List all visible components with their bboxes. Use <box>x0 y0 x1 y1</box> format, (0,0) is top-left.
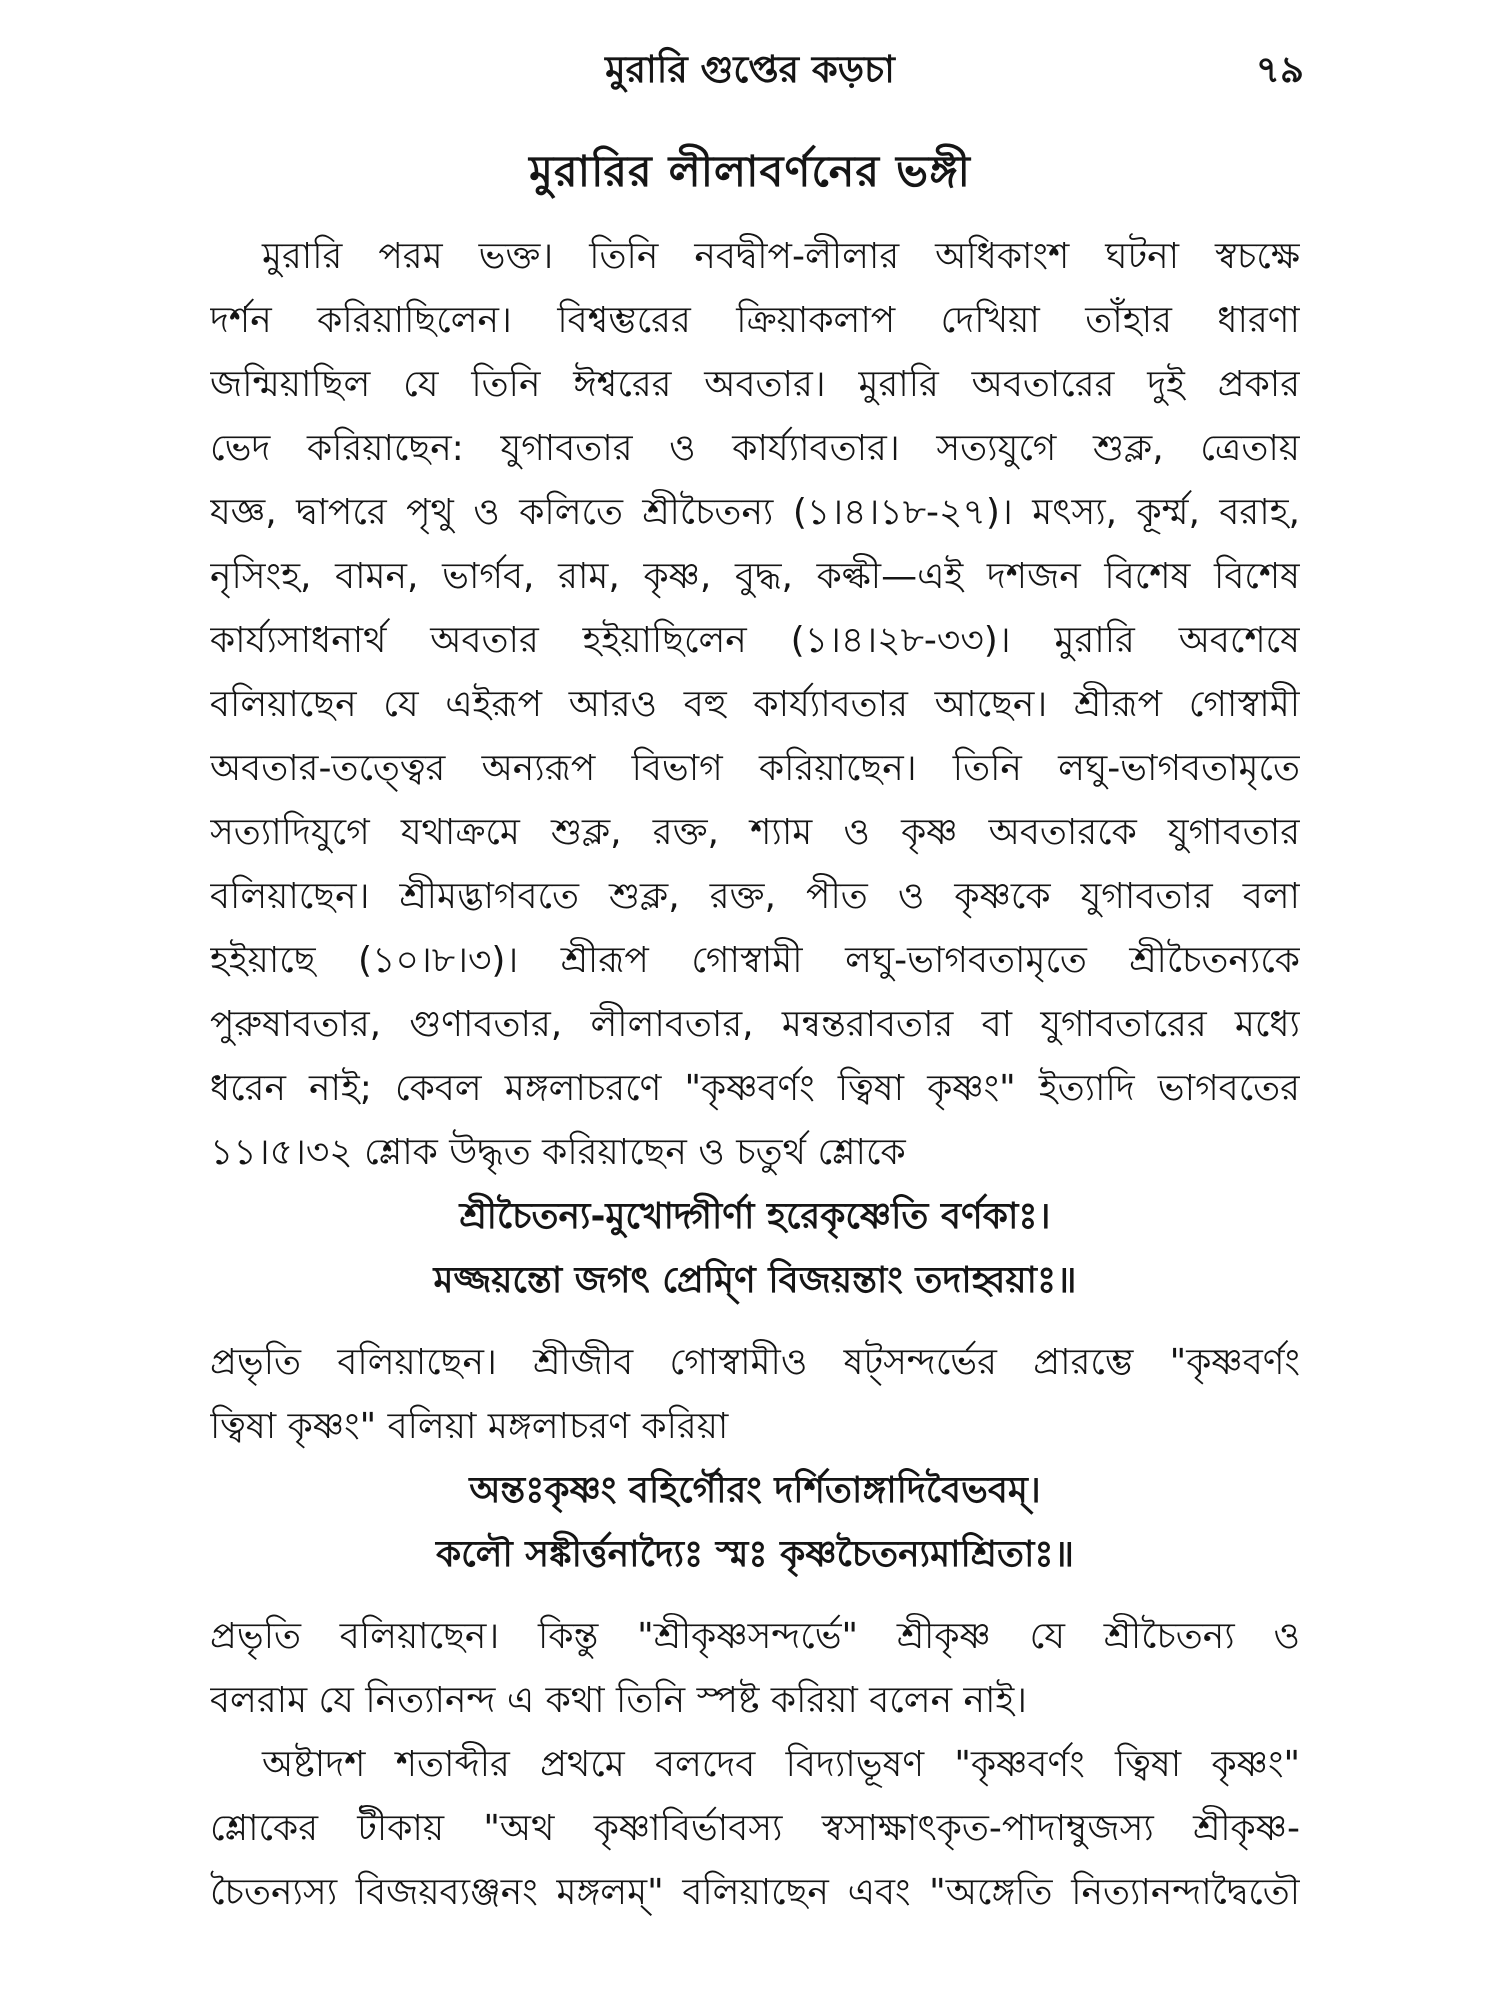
page-number: ৭৯ <box>1255 48 1304 91</box>
paragraph-line: বলরাম যে নিত্যানন্দ এ কথা তিনি স্পষ্ট করিয়া বলেন নাই। <box>210 1680 1028 1721</box>
paragraph-line: অষ্টাদশ শতাব্দীর প্রথমে বলদেব বিদ্যাভূষণ "কৃষ্ণবর্ণং ত্বিষা কৃষ্ণং" <box>262 1744 1300 1785</box>
paragraph-line: অবতার-তত্ত্বের অন্যরূপ বিভাগ করিয়াছেন। তিনি লঘু-ভাগবতামৃতে <box>210 748 1300 789</box>
paragraph-line: সত্যাদিযুগে যথাক্রমে শুক্ল, রক্ত, শ্যাম ও কৃষ্ণ অবতারকে যুগাবতার <box>210 812 1300 853</box>
paragraph-line: ধরেন নাই; কেবল মঙ্গলাচরণে "কৃষ্ণবর্ণং ত্বিষা কৃষ্ণং" ইত্যাদি ভাগবতের <box>210 1068 1300 1109</box>
body-text <box>210 225 1300 1925</box>
verse-line: মজ্জয়ন্তো জগৎ প্রেম্ণি বিজয়ন্তাং তদাহ্বয়াঃ॥ <box>433 1260 1077 1301</box>
paragraph-line: ভেদ করিয়াছেন: যুগাবতার ও কার্য্যাবতার। সত্যযুগে শুক্ল, ত্রেতায় <box>210 428 1300 469</box>
paragraph-line: শ্লোকের টীকায় "অথ কৃষ্ণাবির্ভাবস্য স্বসাক্ষাৎকৃত-পাদাম্বুজস্য শ্রীকৃষ্ণ- <box>210 1808 1300 1849</box>
paragraph-line: ১১।৫।৩২ শ্লোক উদ্ধৃত করিয়াছেন ও চতুর্থ শ্লোকে <box>210 1132 906 1173</box>
paragraph-line: ত্বিষা কৃষ্ণং" বলিয়া মঙ্গলাচরণ করিয়া <box>210 1406 729 1447</box>
section-heading: মুরারির লীলাবর্ণনের ভঙ্গী <box>529 147 971 197</box>
verse-line: শ্রীচৈতন্য-মুখোদ্গীর্ণা হরেকৃষ্ণেতি বর্ণকাঃ। <box>459 1196 1051 1237</box>
paragraph-line: দর্শন করিয়াছিলেন। বিশ্বম্ভরের ক্রিয়াকলাপ দেখিয়া তাঁহার ধারণা <box>210 300 1300 341</box>
paragraph-line: যজ্ঞ, দ্বাপরে পৃথু ও কলিতে শ্রীচৈতন্য (১।৪।১৮-২৭)। মৎস্য, কূর্ম্ম, বরাহ, <box>210 492 1300 533</box>
paragraph-line: প্রভৃতি বলিয়াছেন। কিন্তু "শ্রীকৃষ্ণসন্দর্ভে" শ্রীকৃষ্ণ যে শ্রীচৈতন্য ও <box>210 1616 1300 1657</box>
paragraph-line: প্রভৃতি বলিয়াছেন। শ্রীজীব গোস্বামীও ষট্সন্দর্ভের প্রারম্ভে "কৃষ্ণবর্ণং <box>210 1342 1300 1383</box>
paragraph-line: হইয়াছে (১০।৮।৩)। শ্রীরূপ গোস্বামী লঘু-ভাগবতামৃতে শ্রীচৈতন্যকে <box>210 940 1300 981</box>
paragraph-line: কার্য্যসাধনার্থ অবতার হইয়াছিলেন (১।৪।২৮-৩৩)। মুরারি অবশেষে <box>210 620 1300 661</box>
running-title: মুরারি গুপ্তের কড়চা <box>605 48 895 91</box>
verse-gap <box>210 1587 1300 1605</box>
verse-line: কলৌ সঙ্কীর্ত্তনাদ্যৈঃ স্মঃ কৃষ্ণচৈতন্যমাশ্রিতাঃ॥ <box>436 1534 1074 1575</box>
paragraph-line: জন্মিয়াছিল যে তিনি ঈশ্বরের অবতার। মুরারি অবতারের দুই প্রকার <box>210 364 1300 405</box>
paragraph-line: পুরুষাবতার, গুণাবতার, লীলাবতার, মন্বন্তরাবতার বা যুগাবতারের মধ্যে <box>210 1004 1300 1045</box>
paragraph-line: বলিয়াছেন যে এইরূপ আরও বহু কার্য্যাবতার আছেন। শ্রীরূপ গোস্বামী <box>210 684 1300 725</box>
paragraph-line: মুরারি পরম ভক্ত। তিনি নবদ্বীপ-লীলার অধিকাংশ ঘটনা স্বচক্ষে <box>262 236 1300 277</box>
running-header <box>0 28 1500 98</box>
paragraph-line: চৈতন্যস্য বিজয়ব্যঞ্জনং মঙ্গলম্" বলিয়াছেন এবং "অঙ্গেতি নিত্যানন্দাদ্বৈতৌ <box>210 1872 1300 1913</box>
paragraph-line: বলিয়াছেন। শ্রীমদ্ভাগবতে শুক্ল, রক্ত, পীত ও কৃষ্ণকে যুগাবতার বলা <box>210 876 1300 917</box>
verse-line: অন্তঃকৃষ্ণং বহির্গৌরং দর্শিতাঙ্গাদিবৈভবম্। <box>469 1470 1041 1511</box>
paragraph-line: নৃসিংহ, বামন, ভার্গব, রাম, কৃষ্ণ, বুদ্ধ, কল্কী—এই দশজন বিশেষ বিশেষ <box>210 556 1300 597</box>
verse-gap <box>210 1313 1300 1331</box>
